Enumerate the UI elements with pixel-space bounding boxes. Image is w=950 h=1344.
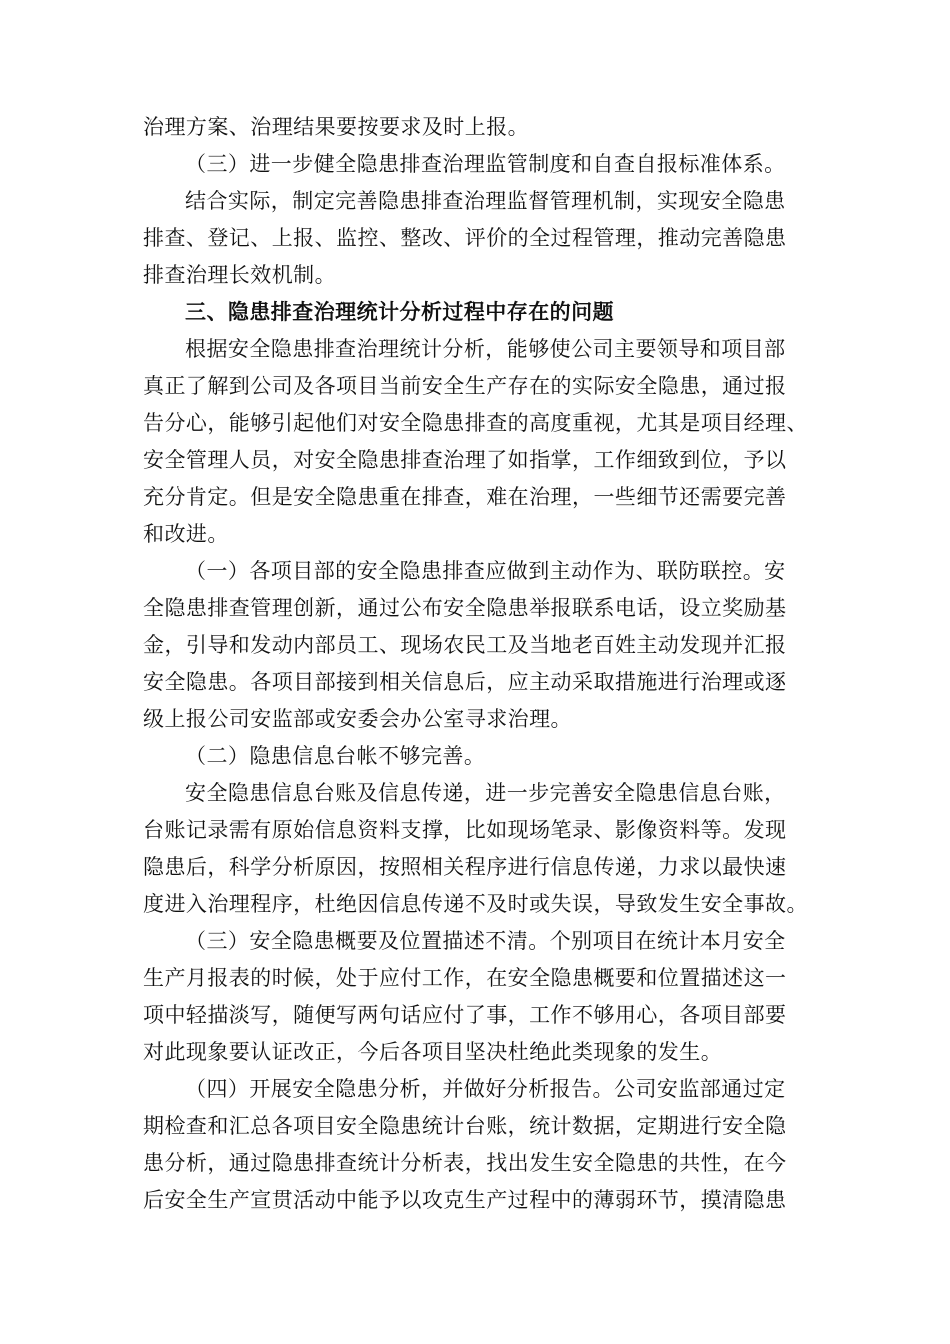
text-line: 排查治理长效机制。 [143, 263, 337, 287]
text-line: 充分肯定。但是安全隐患重在排查，难在治理，一些细节还需要完善 [143, 485, 787, 509]
text-line: 和改进。 [143, 522, 229, 546]
text-line: 患分析，通过隐患排查统计分析表，找出发生安全隐患的共性，在今 [143, 1151, 787, 1175]
text-line: 安全隐患信息台账及信息传递，进一步完善安全隐患信息台账， [185, 781, 786, 805]
text-line: 期检查和汇总各项目安全隐患统计台账，统计数据，定期进行安全隐 [143, 1114, 787, 1138]
text-line: （三）安全隐患概要及位置描述不清。个别项目在统计本月安全 [185, 929, 786, 953]
text-line: （二）隐患信息台帐不够完善。 [185, 744, 486, 768]
text-line: 对此现象要认证改正，今后各项目坚决杜绝此类现象的发生。 [143, 1040, 723, 1064]
text-line: 度进入治理程序，杜绝因信息传递不及时或失误，导致发生安全事故。 [143, 892, 808, 916]
text-line: （三）进一步健全隐患排查治理监管制度和自查自报标准体系。 [185, 152, 786, 176]
text-line: 台账记录需有原始信息资料支撑，比如现场笔录、影像资料等。发现 [143, 818, 787, 842]
text-line: 全隐患排查管理创新，通过公布安全隐患举报联系电话，设立奖励基 [143, 596, 787, 620]
text-line: 根据安全隐患排查治理统计分析，能够使公司主要领导和项目部 [185, 337, 786, 361]
text-line: 真正了解到公司及各项目当前安全生产存在的实际安全隐患，通过报 [143, 374, 787, 398]
text-line: 治理方案、治理结果要按要求及时上报。 [143, 115, 530, 139]
text-line: 生产月报表的时候，处于应付工作，在安全隐患概要和位置描述这一 [143, 966, 787, 990]
text-line: 安全隐患。各项目部接到相关信息后，应主动采取措施进行治理或逐 [143, 670, 787, 694]
text-line: 结合实际，制定完善隐患排查治理监督管理机制，实现安全隐患 [185, 189, 786, 213]
section-heading: 三、隐患排查治理统计分析过程中存在的问题 [185, 300, 614, 324]
text-line: （四）开展安全隐患分析，并做好分析报告。公司安监部通过定 [185, 1077, 786, 1101]
text-line: 告分心，能够引起他们对安全隐患排查的高度重视，尤其是项目经理、 [143, 411, 808, 435]
text-line: 金，引导和发动内部员工、现场农民工及当地老百姓主动发现并汇报 [143, 633, 787, 657]
text-line: 隐患后，科学分析原因，按照相关程序进行信息传递，力求以最快速 [143, 855, 787, 879]
text-line: 后安全生产宣贯活动中能予以攻克生产过程中的薄弱环节，摸清隐患 [143, 1188, 787, 1212]
text-line: 级上报公司安监部或安委会办公室寻求治理。 [143, 707, 572, 731]
text-line: 排查、登记、上报、监控、整改、评价的全过程管理，推动完善隐患 [143, 226, 787, 250]
text-line: （一）各项目部的安全隐患排查应做到主动作为、联防联控。安 [185, 559, 786, 583]
text-line: 安全管理人员，对安全隐患排查治理了如指掌，工作细致到位，予以 [143, 448, 787, 472]
text-line: 项中轻描淡写，随便写两句话应付了事，工作不够用心，各项目部要 [143, 1003, 787, 1027]
